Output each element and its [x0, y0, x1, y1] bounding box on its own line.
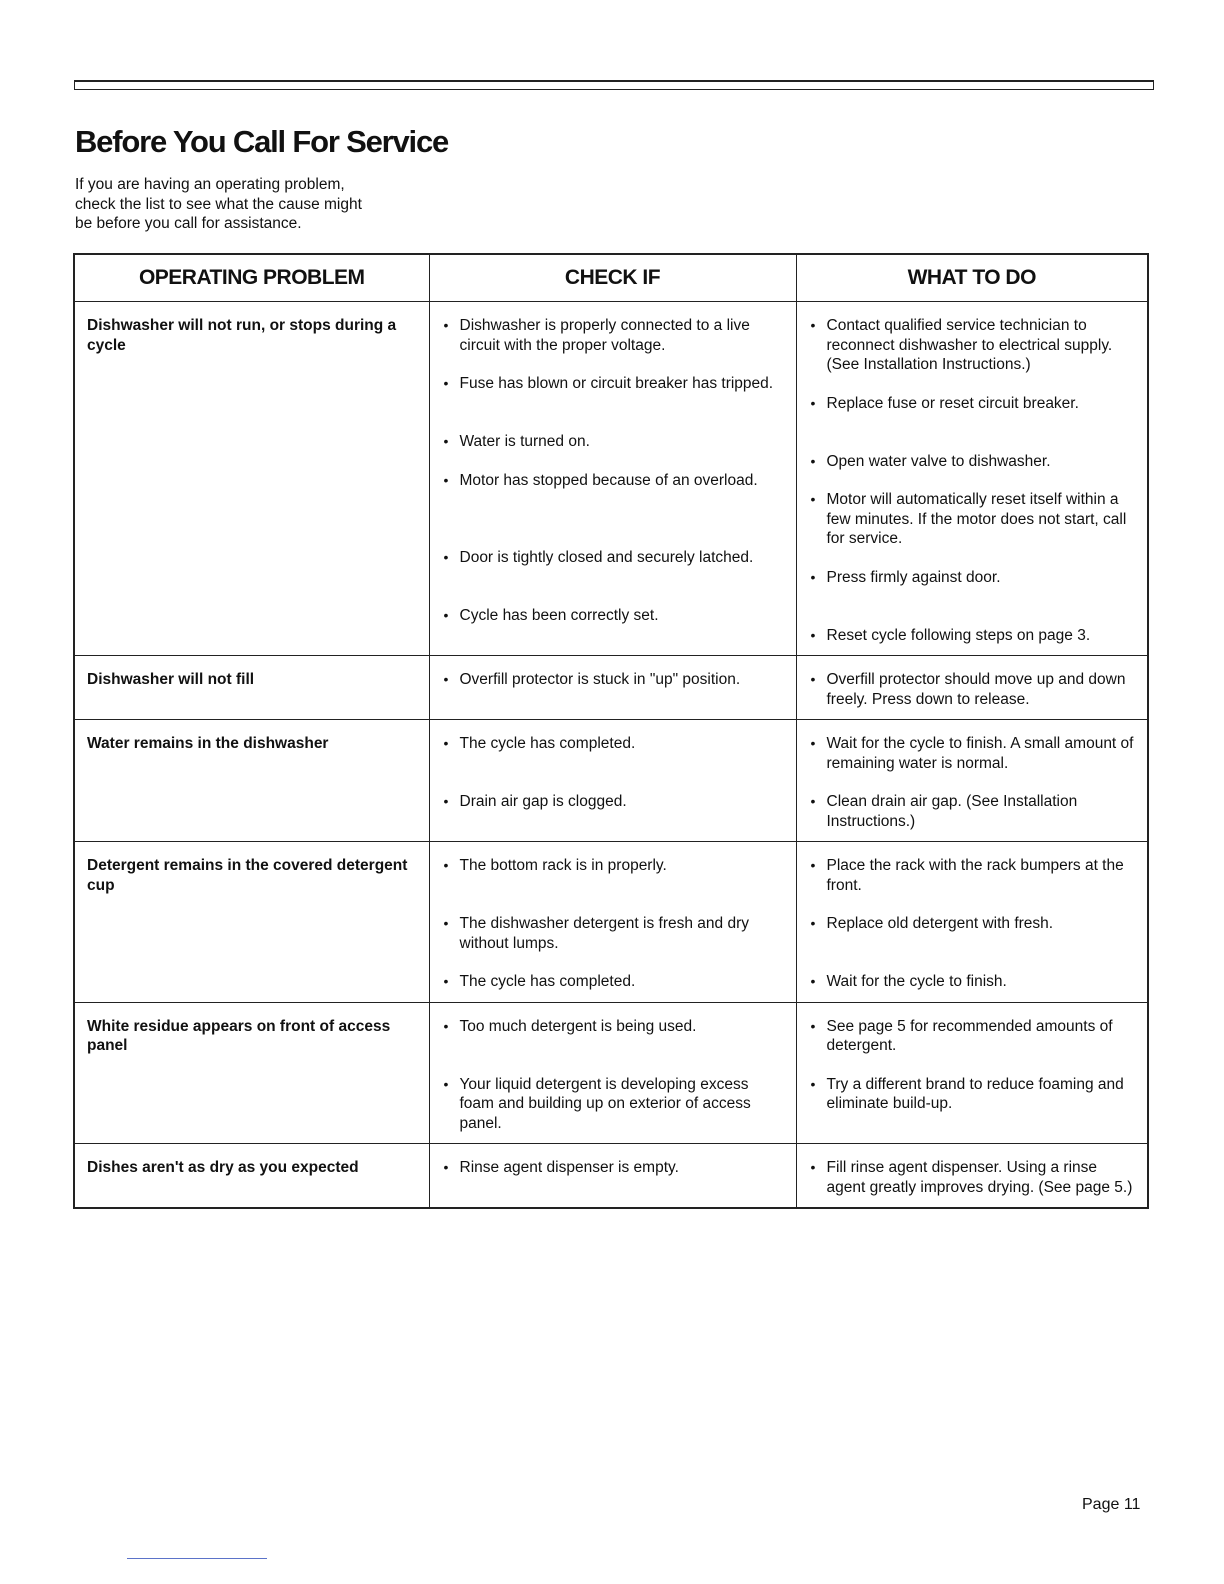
- todo-item: [809, 972, 1136, 992]
- bullet-icon: •: [810, 491, 816, 507]
- check-item: [442, 1017, 784, 1056]
- todo-item: [809, 394, 1136, 433]
- bullet-icon: •: [810, 1075, 816, 1092]
- check-cell: [429, 720, 796, 842]
- todo-text: Reset cycle following steps on page 3.: [826, 626, 1091, 644]
- todo-item: [809, 626, 1136, 646]
- problem-text: White residue appears on front of access panel: [87, 1017, 391, 1054]
- bullet-icon: •: [443, 857, 449, 873]
- bottom-rule: [127, 1558, 267, 1559]
- todo-item: [809, 490, 1136, 549]
- todo-item: [809, 1075, 1136, 1114]
- bullet-icon: •: [810, 973, 816, 989]
- check-text: Drain air gap is clogged.: [459, 793, 627, 810]
- intro-line: be before you call for assistance.: [75, 215, 302, 232]
- table-row: [74, 720, 1148, 842]
- check-item: [442, 432, 784, 452]
- check-item: [442, 734, 784, 773]
- todo-item: [809, 914, 1136, 953]
- check-text: Too much detergent is being used.: [459, 1017, 697, 1035]
- todo-item: [809, 452, 1136, 472]
- check-text: Rinse agent dispenser is empty.: [459, 1159, 679, 1176]
- check-cell: [429, 842, 796, 1003]
- problem-text: Dishwasher will not fill: [87, 671, 255, 688]
- bullet-icon: •: [443, 471, 449, 488]
- bullet-icon: •: [810, 857, 816, 873]
- todo-text: Try a different brand to reduce foaming and eliminate build-up.: [826, 1075, 1124, 1112]
- bullet-icon: •: [810, 671, 816, 687]
- bullet-icon: •: [443, 793, 449, 809]
- todo-text: Motor will automatically reset itself within a few minutes. If the motor does not start, call for service.: [826, 491, 1127, 547]
- page-title: Before You Call For Service: [75, 124, 449, 159]
- check-item: [442, 670, 784, 690]
- todo-cell: [796, 656, 1148, 720]
- problem-cell: [74, 720, 429, 842]
- todo-cell: [796, 302, 1148, 656]
- check-text: Motor has stopped because of an overload.: [459, 471, 758, 489]
- check-item: [442, 1075, 784, 1134]
- todo-item: [809, 1158, 1136, 1197]
- todo-cell: [796, 720, 1148, 842]
- bullet-icon: •: [810, 793, 816, 809]
- todo-item: [809, 670, 1136, 709]
- bullet-icon: •: [810, 394, 816, 411]
- bullet-icon: •: [443, 606, 449, 623]
- bullet-icon: •: [443, 915, 449, 931]
- check-item: [442, 471, 784, 529]
- check-item: [442, 792, 784, 812]
- intro-text: [75, 175, 435, 234]
- todo-text: Fill rinse agent dispenser. Using a rinse agent greatly improves drying. (See page 5.): [826, 1159, 1133, 1196]
- bullet-icon: •: [443, 1017, 449, 1034]
- todo-item: [809, 734, 1136, 773]
- problem-text: Dishwasher will not run, or stops during a cycle: [87, 317, 397, 354]
- check-cell: [429, 1144, 796, 1209]
- check-item: [442, 548, 784, 587]
- todo-item: [809, 792, 1136, 831]
- check-text: Your liquid detergent is developing excess foam and building up on exterior of access panel.: [459, 1075, 751, 1132]
- troubleshooting-table: [73, 253, 1149, 1209]
- bullet-icon: •: [443, 973, 449, 989]
- header-check-if: CHECK IF: [429, 254, 796, 302]
- check-cell: [429, 1002, 796, 1144]
- check-text: The cycle has completed.: [459, 973, 636, 990]
- bullet-icon: •: [810, 626, 816, 643]
- todo-text: Replace old detergent with fresh.: [826, 915, 1054, 932]
- todo-cell: [796, 1002, 1148, 1144]
- check-cell: [429, 656, 796, 720]
- check-text: The bottom rack is in properly.: [459, 857, 667, 874]
- todo-text: See page 5 for recommended amounts of detergent.: [826, 1017, 1113, 1054]
- problem-cell: [74, 302, 429, 656]
- problem-cell: [74, 1002, 429, 1144]
- check-item: [442, 316, 784, 355]
- table-row: [74, 1144, 1148, 1209]
- check-text: Fuse has blown or circuit breaker has tripped.: [459, 375, 774, 392]
- todo-item: [809, 856, 1136, 895]
- todo-item: [809, 1017, 1136, 1056]
- table-row: [74, 656, 1148, 720]
- problem-cell: [74, 1144, 429, 1209]
- table-row: [74, 1002, 1148, 1144]
- intro-line: check the list to see what the cause might: [75, 195, 362, 213]
- bullet-icon: •: [443, 548, 449, 565]
- check-item: [442, 1158, 784, 1178]
- bullet-icon: •: [810, 1159, 816, 1175]
- check-text: The cycle has completed.: [459, 735, 636, 752]
- problem-cell: [74, 842, 429, 1003]
- todo-item: [809, 568, 1136, 607]
- check-item: [442, 914, 784, 953]
- bullet-icon: •: [810, 317, 816, 333]
- bullet-icon: •: [810, 735, 816, 751]
- bullet-icon: •: [443, 671, 449, 687]
- header-what-to-do: WHAT TO DO: [796, 254, 1148, 302]
- problem-cell: [74, 656, 429, 720]
- todo-cell: [796, 842, 1148, 1003]
- header-operating-problem: OPERATING PROBLEM: [74, 254, 429, 302]
- check-text: Dishwasher is properly connected to a live circuit with the proper voltage.: [459, 317, 750, 354]
- problem-text: Water remains in the dishwasher: [87, 735, 329, 752]
- todo-text: Overfill protector should move up and down freely. Press down to release.: [826, 671, 1126, 708]
- bullet-icon: •: [443, 375, 449, 391]
- bullet-icon: •: [810, 915, 816, 931]
- bullet-icon: •: [810, 1017, 816, 1034]
- table-row: [74, 842, 1148, 1003]
- page-number: Page 11: [1082, 1496, 1141, 1513]
- bullet-icon: •: [810, 568, 816, 585]
- check-item: [442, 374, 784, 413]
- bullet-icon: •: [443, 433, 449, 449]
- intro-line: If you are having an operating problem,: [75, 176, 345, 193]
- todo-text: Contact qualified service technician to reconnect dishwasher to electrical supply. (See Installation Instructions.): [826, 317, 1113, 373]
- check-item: [442, 606, 784, 626]
- check-text: Overfill protector is stuck in "up" position.: [459, 671, 741, 688]
- problem-text: Dishes aren't as dry as you expected: [87, 1159, 359, 1176]
- todo-text: Press firmly against door.: [826, 568, 1001, 586]
- todo-text: Wait for the cycle to finish. A small amount of remaining water is normal.: [826, 735, 1134, 772]
- bullet-icon: •: [443, 735, 449, 751]
- todo-item: [809, 316, 1136, 375]
- top-rule: [74, 80, 1154, 90]
- todo-text: Clean drain air gap. (See Installation Instructions.): [826, 793, 1078, 830]
- todo-text: Wait for the cycle to finish.: [826, 973, 1007, 990]
- table-row: [74, 302, 1148, 656]
- table-header-row: [74, 254, 1148, 302]
- check-text: Door is tightly closed and securely latched.: [459, 548, 754, 566]
- check-item: [442, 856, 784, 895]
- bullet-icon: •: [443, 317, 449, 333]
- todo-cell: [796, 1144, 1148, 1209]
- bullet-icon: •: [443, 1159, 449, 1175]
- bullet-icon: •: [810, 452, 816, 469]
- todo-text: Replace fuse or reset circuit breaker.: [826, 394, 1079, 412]
- problem-text: Detergent remains in the covered detergent cup: [87, 857, 408, 894]
- check-item: [442, 972, 784, 992]
- bullet-icon: •: [443, 1075, 449, 1092]
- check-text: Water is turned on.: [459, 433, 590, 450]
- check-text: Cycle has been correctly set.: [459, 606, 659, 624]
- check-cell: [429, 302, 796, 656]
- check-text: The dishwasher detergent is fresh and dry without lumps.: [459, 915, 749, 952]
- todo-text: Place the rack with the rack bumpers at the front.: [826, 857, 1124, 894]
- todo-text: Open water valve to dishwasher.: [826, 452, 1051, 470]
